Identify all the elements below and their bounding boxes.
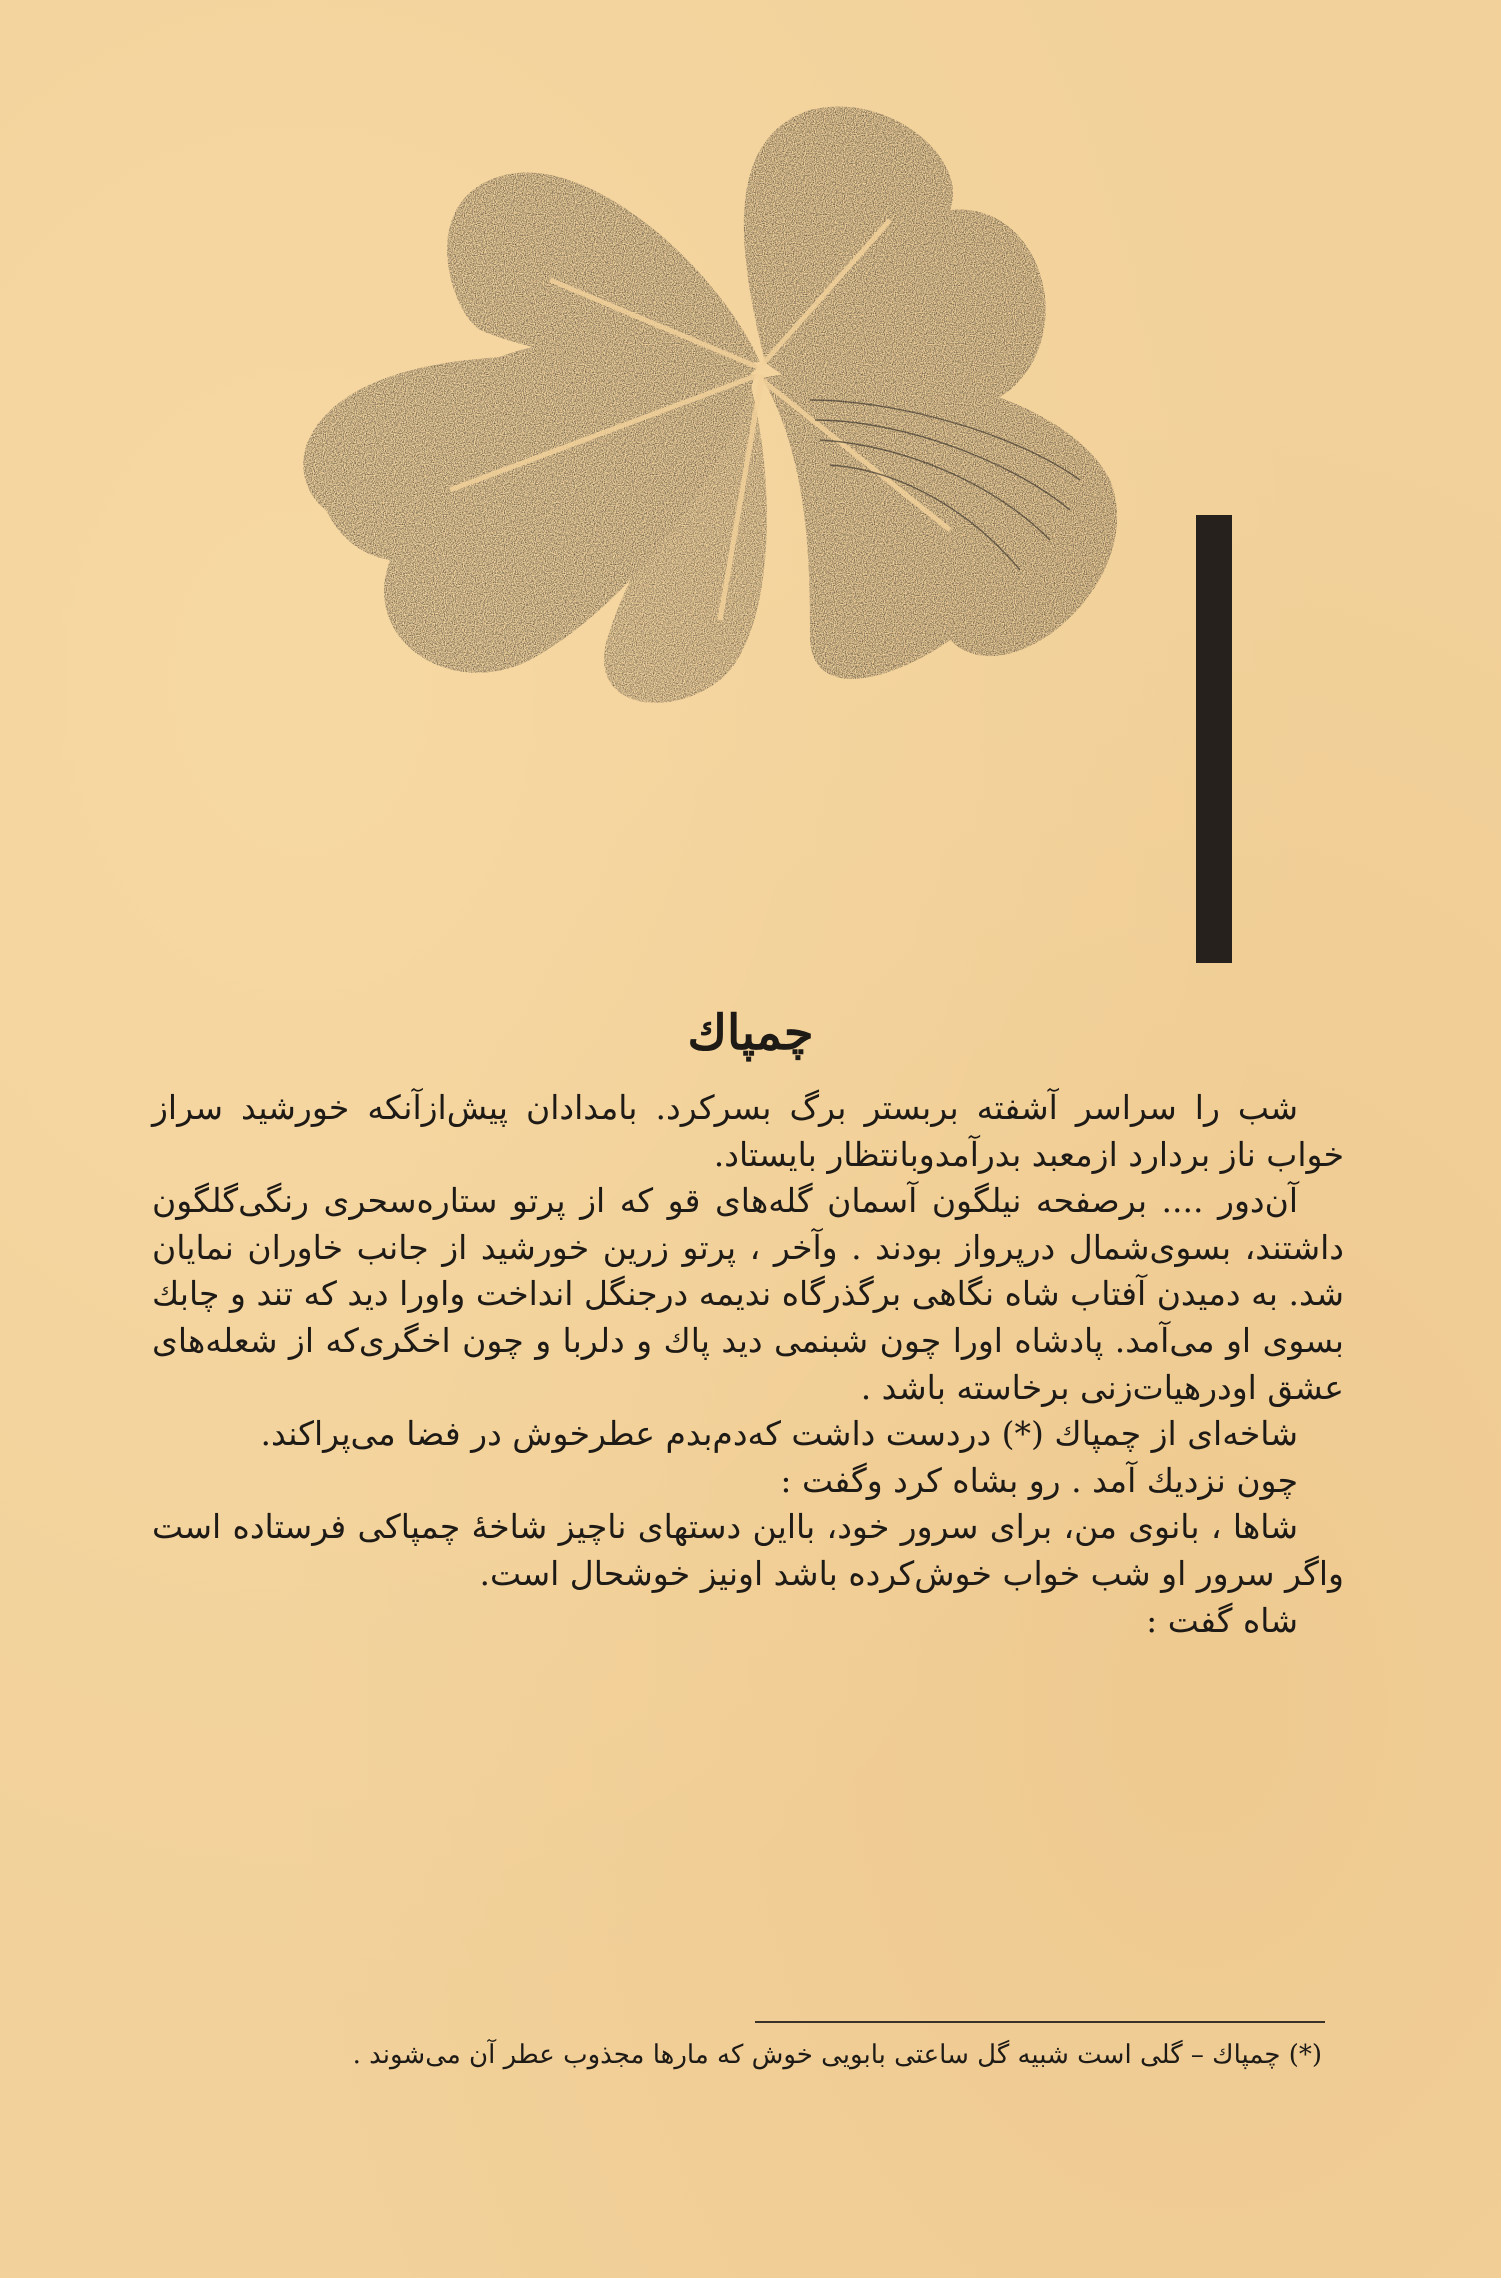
paragraph: شاخه‌ای از چمپاك (*) دردست داشت که‌دم‌بدم عطرخوش در فضا می‌پراکند. (260, 1414, 1298, 1454)
paragraph: شاه گفت : (1146, 1600, 1298, 1640)
paragraph: شاها ، بانوی من، برای سرور خود، بااین دستهای ناچیز شاخهٔ چمپاکی فرستاده است واگر سرور او شب خواب خوش‌کرده باشد اونیز خوشحال است. (152, 1507, 1344, 1593)
footnote-text: (*) چمپاك – گلی است شبیه گل ساعتی بابویی خوش که مارها مجذوب عطر آن می‌شوند . (352, 2040, 1322, 2070)
footnote-divider (755, 2021, 1325, 2023)
chapter-numeral-one (1196, 515, 1232, 963)
chapter-title: چمپاك (687, 1005, 814, 1061)
four-leaf-clover-illustration (250, 100, 1250, 1000)
footnote (152, 2034, 1322, 2076)
story-text (152, 1085, 1344, 1644)
paragraph: شب را سراسر آشفته بربستر برگ بسرکرد. بامدادان پیش‌ازآنکه خورشید سراز خواب ناز بردارد ازمعبد بدرآمدوبانتظار بایستاد. (152, 1088, 1344, 1174)
paragraph: آن‌دور .... برصفحه نیلگون آسمان گله‌های قو که از پرتو ستاره‌سحری رنگی‌گلگون داشتند، بسوی‌شمال درپرواز بودند . وآخر ، پرتو زرین خورشید از جانب خاوران نمایان شد. به دمیدن آفتاب شاه نگاهی برگذرگاه ندیمه درجنگل انداخت واورا دید که تند و چابك بسوی او می‌آمد. پادشاه اورا چون شبنمی دید پاك و دلربا و چون اخگری‌که از شعله‌های عشق اودرهیات‌زنی برخاسته باشد . (152, 1181, 1344, 1407)
paragraph: چون نزدیك آمد . رو بشاه کرد وگفت : (780, 1460, 1298, 1500)
